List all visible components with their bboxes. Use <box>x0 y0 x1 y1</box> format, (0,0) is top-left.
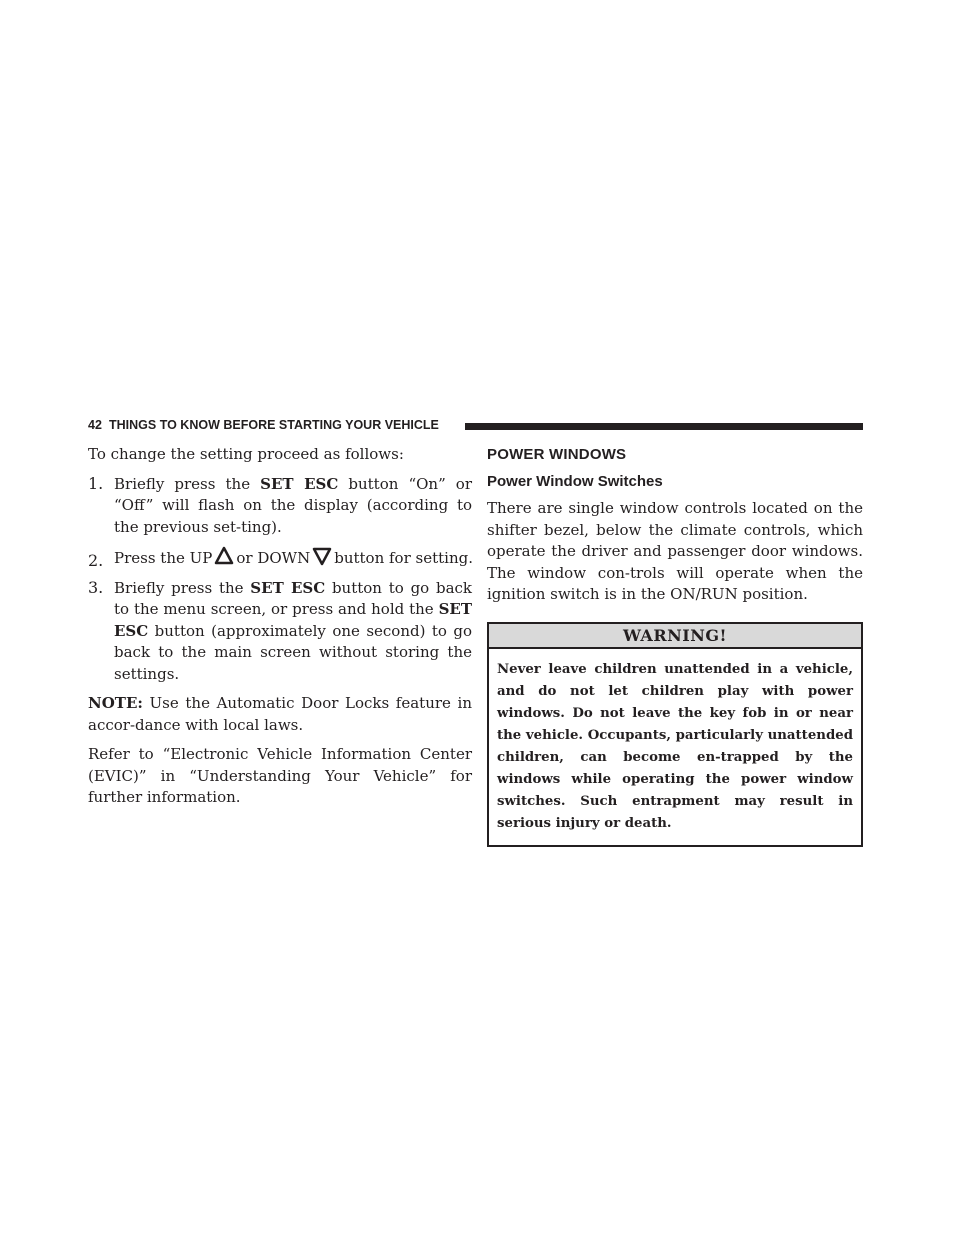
step-text-part: or DOWN <box>236 549 311 567</box>
right-column <box>487 444 863 847</box>
page-number: 42 <box>88 418 102 432</box>
step-text-part: button to go back to the menu screen, or press and hold the <box>114 578 473 618</box>
subsection-title: Power Window Switches <box>487 473 663 490</box>
down-triangle-icon <box>312 546 332 566</box>
header-rule <box>465 423 863 430</box>
step-text-part: button (approximately one second) to go back to the main screen without storing the settings. <box>114 621 472 683</box>
step-text-part: Press the UP <box>114 549 213 567</box>
note-label: NOTE: <box>88 694 143 712</box>
set-esc-key: SET ESC <box>114 600 472 640</box>
left-column <box>88 444 472 809</box>
step-text-part: Briefly press the <box>114 474 261 493</box>
warning-title: WARNING! <box>489 624 861 649</box>
warning-box <box>487 622 863 847</box>
refer-paragraph: Refer to “Electronic Vehicle Information Center (EVIC)” in “Understanding Your Vehicle” for further information. <box>88 745 472 806</box>
set-esc-key: SET ESC <box>260 474 339 493</box>
step-text <box>114 546 473 570</box>
step-3 <box>88 578 472 686</box>
step-number: 1. <box>88 473 104 493</box>
running-title: THINGS TO KNOW BEFORE STARTING YOUR VEHICLE <box>109 418 439 432</box>
step-text <box>114 578 472 686</box>
body-paragraph: There are single window controls located on the shifter bezel, below the climate controls, which operate the driver and passenger door windows. The window con-trols will operate when the ignition switch is in the ON/RUN position. <box>487 499 863 603</box>
step-number: 3. <box>88 577 104 597</box>
section-title: POWER WINDOWS <box>487 446 627 463</box>
step-1 <box>88 474 472 539</box>
warning-text: Never leave children unattended in a vehicle, and do not let children play with power windows. Do not leave the key fob in or near the vehicle. Occupants, particularly unattended children, can become en-trapped by the windows while operating the power window switches. Such entrapment may result in serious injury or death. <box>497 661 853 831</box>
note-paragraph <box>88 693 472 736</box>
intro-text: To change the setting proceed as follows: <box>88 445 404 463</box>
set-esc-key: SET ESC <box>250 578 326 597</box>
up-triangle-icon <box>214 546 234 566</box>
step-text-part: button for setting. <box>334 549 473 567</box>
note-text: Use the Automatic Door Locks feature in accor-dance with local laws. <box>88 694 472 734</box>
step-text-part: button “On” or “Off” will flash on the display (according to the previous set-ting). <box>114 474 473 536</box>
step-2 <box>88 546 472 570</box>
step-number: 2. <box>88 550 104 570</box>
step-text <box>114 474 472 539</box>
page-header <box>88 417 863 437</box>
step-text-part: Briefly press the <box>114 578 251 597</box>
